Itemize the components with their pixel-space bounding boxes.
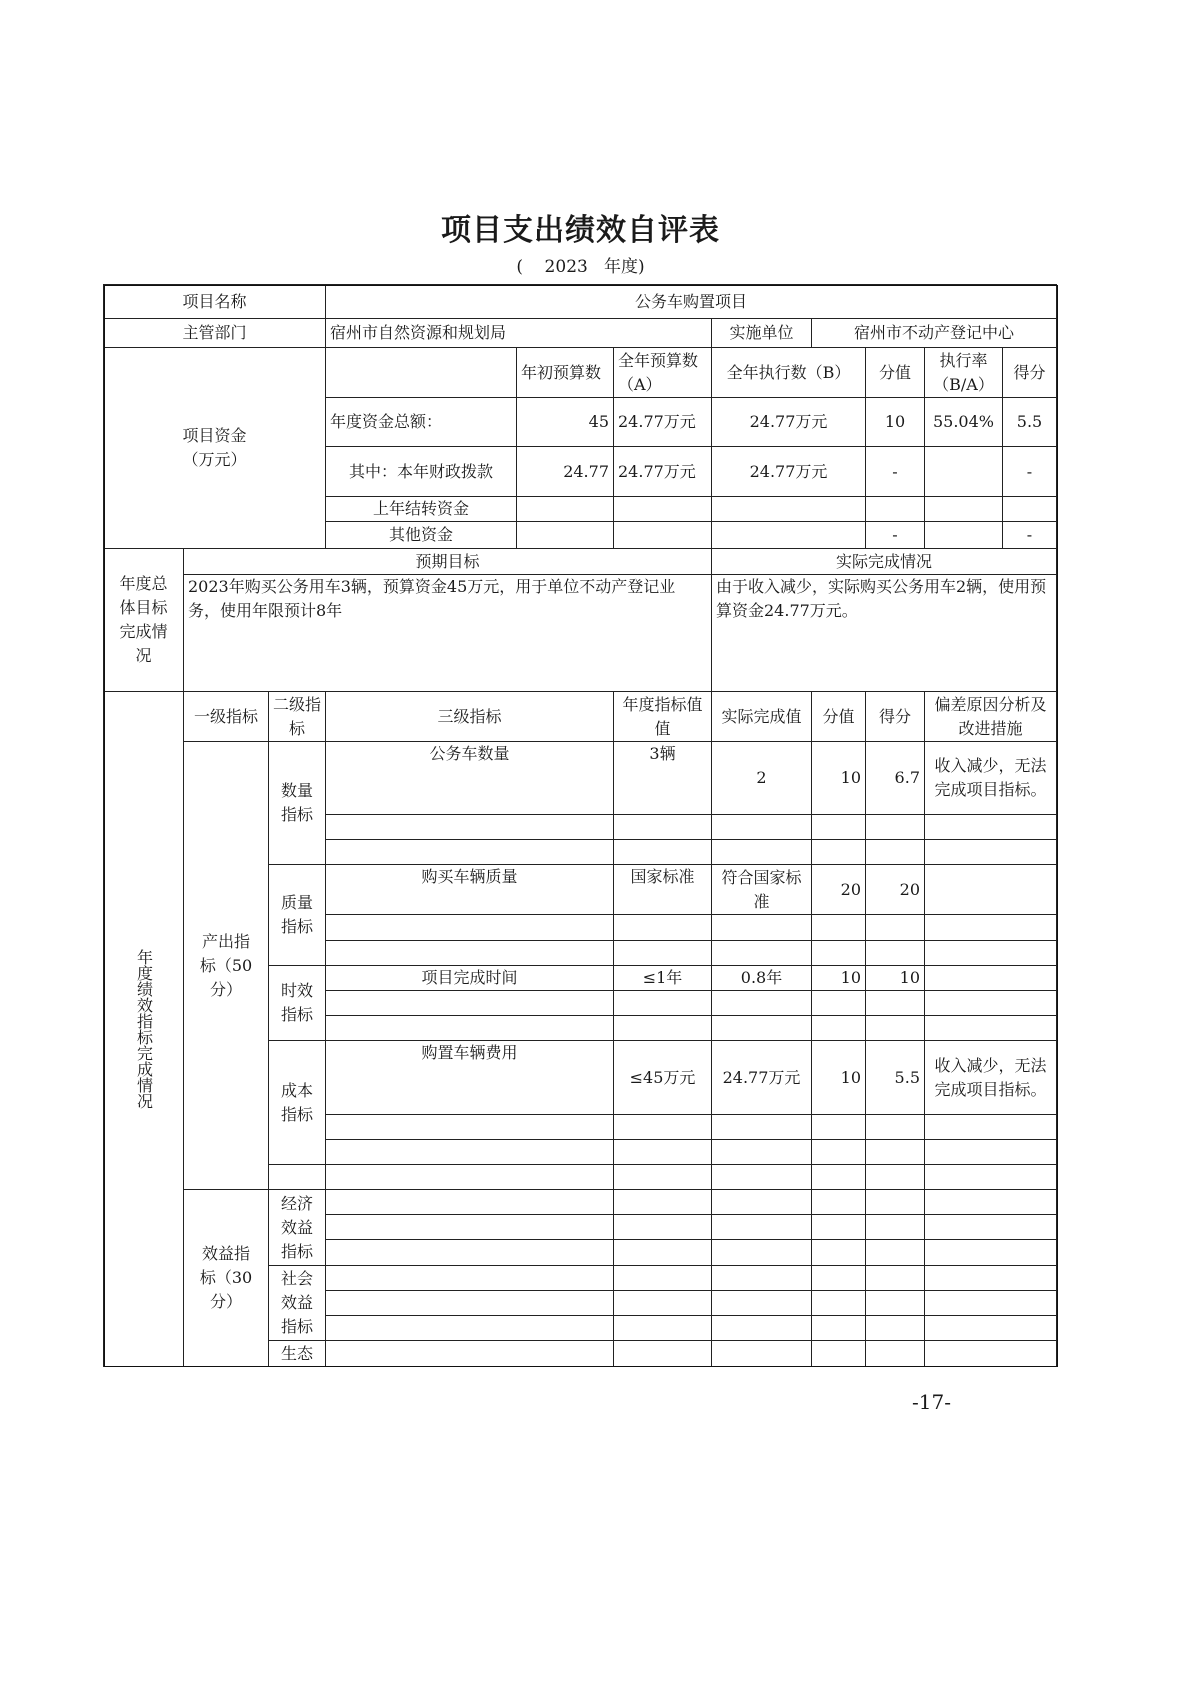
indicator-reason [924,1139,1057,1165]
funds-score: - [1002,521,1057,549]
page-title: 项目支出绩效自评表 [441,213,720,248]
indicator-score [865,1214,925,1240]
indicator-name: 购置车辆费用 [325,1040,614,1115]
indicator-score [865,839,925,865]
indicator-name [325,1214,614,1240]
indicator-target [613,940,712,966]
funds-col-header: 全年执行数（B） [711,347,866,398]
funds-annual [613,496,712,522]
funds-col-header: 执行率（B/A） [924,347,1003,398]
indicator-value [811,914,866,941]
indicator-reason [924,1239,1057,1266]
funds-col-header: 得分 [1002,347,1057,398]
indicator-reason [924,814,1057,840]
funds-label: 项目资金 （万元） [103,347,326,549]
indicator-score [865,1290,925,1316]
secondary-indicator: 生态 [268,1340,326,1367]
indicator-actual: 24.77万元 [711,1040,812,1115]
indicator-col-header: 一级指标 [183,691,269,742]
funds-row-name: 其中：本年财政拨款 [325,446,517,497]
indicator-target: ≤45万元 [613,1040,712,1115]
indicator-target [613,839,712,865]
indicator-target [613,1239,712,1266]
effect-indicator-label: 效益指标（30分） [183,1189,269,1367]
funds-executed [711,521,866,549]
indicator-value [811,839,866,865]
indicator-value [811,814,866,840]
indicator-actual [711,1290,812,1316]
project-name-label: 项目名称 [103,284,326,319]
indicator-value [811,1315,866,1341]
year-subtitle: ( 2023 年度) [516,257,645,277]
funds-annual: 24.77万元 [613,446,712,497]
indicator-target [613,1189,712,1215]
indicator-value [811,1290,866,1316]
funds-score-value: 10 [865,397,925,447]
indicator-name: 项目完成时间 [325,965,614,991]
expected-label: 预期目标 [183,548,712,575]
indicator-value: 10 [811,1040,866,1115]
indicator-value [811,1239,866,1266]
actual-label: 实际完成情况 [711,548,1057,575]
indicator-blank-cell [613,1164,712,1190]
indicator-actual [711,1139,812,1165]
funds-col-header: 年初预算数 [516,347,614,398]
indicator-blank-cell [711,1164,812,1190]
funds-col-header: 全年预算数（A） [613,347,712,398]
indicator-col-header: 三级指标 [325,691,614,742]
indicator-name: 公务车数量 [325,741,614,815]
indicator-reason [924,965,1057,991]
indicator-value: 20 [811,864,866,915]
indicator-reason [924,1340,1057,1367]
indicator-target [613,1290,712,1316]
indicator-actual [711,814,812,840]
indicator-value [811,990,866,1016]
funds-initial [516,521,614,549]
funds-row-name: 上年结转资金 [325,496,517,522]
funds-initial [516,496,614,522]
indicator-actual [711,990,812,1016]
indicator-reason: 收入减少，无法完成项目指标。 [924,1040,1057,1115]
indicator-name [325,1015,614,1041]
funds-rate [924,446,1003,497]
indicator-col-header: 偏差原因分析及改进措施 [924,691,1057,742]
indicator-name [325,1265,614,1291]
indicator-value [811,940,866,966]
indicator-blank-cell [325,1164,614,1190]
indicator-score [865,1015,925,1041]
indicator-name [325,1189,614,1215]
secondary-indicator: 质量指标 [268,864,326,966]
indicator-target [613,1015,712,1041]
indicator-score [865,1139,925,1165]
page-number: -17- [912,1390,951,1414]
indicator-target [613,814,712,840]
indicator-name [325,990,614,1016]
indicator-target [613,914,712,941]
funds-row-name: 其他资金 [325,521,517,549]
funds-col-header: 分值 [865,347,925,398]
funds-rate [924,521,1003,549]
indicator-col-header: 二级指标 [268,691,326,742]
secondary-indicator: 经济效益指标 [268,1189,326,1266]
funds-score [1002,496,1057,522]
indicator-reason [924,940,1057,966]
funds-header-blank [325,347,517,398]
indicator-score [865,1239,925,1266]
indicator-name [325,814,614,840]
funds-score-value [865,496,925,522]
indicator-actual: 符合国家标准 [711,864,812,915]
indicator-blank-cell [924,1164,1057,1190]
indicator-blank-cell [865,1164,925,1190]
indicator-actual [711,839,812,865]
indicator-actual [711,1015,812,1041]
indicator-reason: 收入减少，无法完成项目指标。 [924,741,1057,815]
indicator-actual [711,1265,812,1291]
indicator-name [325,1114,614,1140]
impl-value: 宿州市不动产登记中心 [811,318,1057,348]
indicator-target [613,990,712,1016]
indicator-reason [924,1315,1057,1341]
indicators-section-label: 年度绩效指标完成情况 [103,691,184,1367]
funds-row-name: 年度资金总额： [325,397,517,447]
indicator-value [811,1114,866,1140]
indicator-value [811,1265,866,1291]
indicator-value [811,1139,866,1165]
funds-rate: 55.04% [924,397,1003,447]
indicator-name [325,839,614,865]
indicator-name [325,940,614,966]
indicator-score [865,1189,925,1215]
secondary-indicator: 社会效益指标 [268,1265,326,1341]
goals-label: 年度总体目标完成情况 [103,548,184,692]
funds-executed: 24.77万元 [711,446,866,497]
funds-initial: 24.77 [516,446,614,497]
indicator-col-header: 年度指标值值 [613,691,712,742]
indicator-name [325,1139,614,1165]
indicator-score [865,814,925,840]
indicator-col-header: 分值 [811,691,866,742]
funds-annual: 24.77万元 [613,397,712,447]
indicator-actual [711,914,812,941]
indicator-target [613,1340,712,1367]
output-indicator-label: 产出指标（50分） [183,741,269,1190]
indicator-actual [711,1189,812,1215]
indicator-reason [924,1214,1057,1240]
indicator-score [865,990,925,1016]
dept-label: 主管部门 [103,318,326,348]
indicator-name [325,1239,614,1266]
indicator-col-header: 得分 [865,691,925,742]
indicator-reason [924,864,1057,915]
indicator-score [865,1315,925,1341]
indicator-reason [924,1265,1057,1291]
indicator-score [865,1340,925,1367]
indicator-reason [924,914,1057,941]
funds-annual [613,521,712,549]
project-name-value: 公务车购置项目 [325,284,1057,319]
indicator-col-header: 实际完成值 [711,691,812,742]
indicator-actual [711,1214,812,1240]
indicator-score: 6.7 [865,741,925,815]
indicator-reason [924,1189,1057,1215]
indicator-name [325,1290,614,1316]
indicator-value [811,1189,866,1215]
indicator-score [865,1265,925,1291]
indicator-target [613,1114,712,1140]
indicator-reason [924,1015,1057,1041]
indicator-actual: 2 [711,741,812,815]
secondary-indicator-blank [268,1164,326,1190]
indicator-reason [924,839,1057,865]
secondary-indicator: 数量指标 [268,741,326,865]
indicator-value: 10 [811,741,866,815]
secondary-indicator: 成本指标 [268,1040,326,1165]
indicator-reason [924,1290,1057,1316]
funds-score: 5.5 [1002,397,1057,447]
funds-rate [924,496,1003,522]
indicator-score: 5.5 [865,1040,925,1115]
indicator-target [613,1139,712,1165]
indicator-target [613,1265,712,1291]
indicator-target [613,1315,712,1341]
indicator-name [325,914,614,941]
indicator-reason [924,1114,1057,1140]
impl-label: 实施单位 [711,318,812,348]
funds-score-value: - [865,446,925,497]
indicator-name: 购买车辆质量 [325,864,614,915]
funds-score: - [1002,446,1057,497]
indicator-actual [711,1239,812,1266]
indicator-score [865,914,925,941]
indicator-value [811,1214,866,1240]
funds-executed: 24.77万元 [711,397,866,447]
indicator-name [325,1315,614,1341]
indicator-reason [924,990,1057,1016]
indicator-actual [711,1315,812,1341]
indicator-value: 10 [811,965,866,991]
indicator-value [811,1340,866,1367]
indicator-name [325,1340,614,1367]
indicator-blank-cell [811,1164,866,1190]
indicator-target: ≤1年 [613,965,712,991]
indicator-target: 国家标准 [613,864,712,915]
actual-result: 由于收入减少，实际购买公务用车2辆，使用预算资金24.77万元。 [711,574,1057,692]
indicator-score: 20 [865,864,925,915]
indicator-actual [711,940,812,966]
indicator-actual: 0.8年 [711,965,812,991]
indicator-actual [711,1340,812,1367]
indicator-score: 10 [865,965,925,991]
funds-score-value: - [865,521,925,549]
secondary-indicator: 时效指标 [268,965,326,1041]
indicator-target [613,1214,712,1240]
indicator-target: 3辆 [613,741,712,815]
funds-executed [711,496,866,522]
funds-initial: 45 [516,397,614,447]
dept-value: 宿州市自然资源和规划局 [325,318,712,348]
expected-goal: 2023年购买公务用车3辆，预算资金45万元，用于单位不动产登记业务，使用年限预计8年 [183,574,712,692]
indicator-score [865,940,925,966]
indicator-value [811,1015,866,1041]
indicator-actual [711,1114,812,1140]
indicator-score [865,1114,925,1140]
